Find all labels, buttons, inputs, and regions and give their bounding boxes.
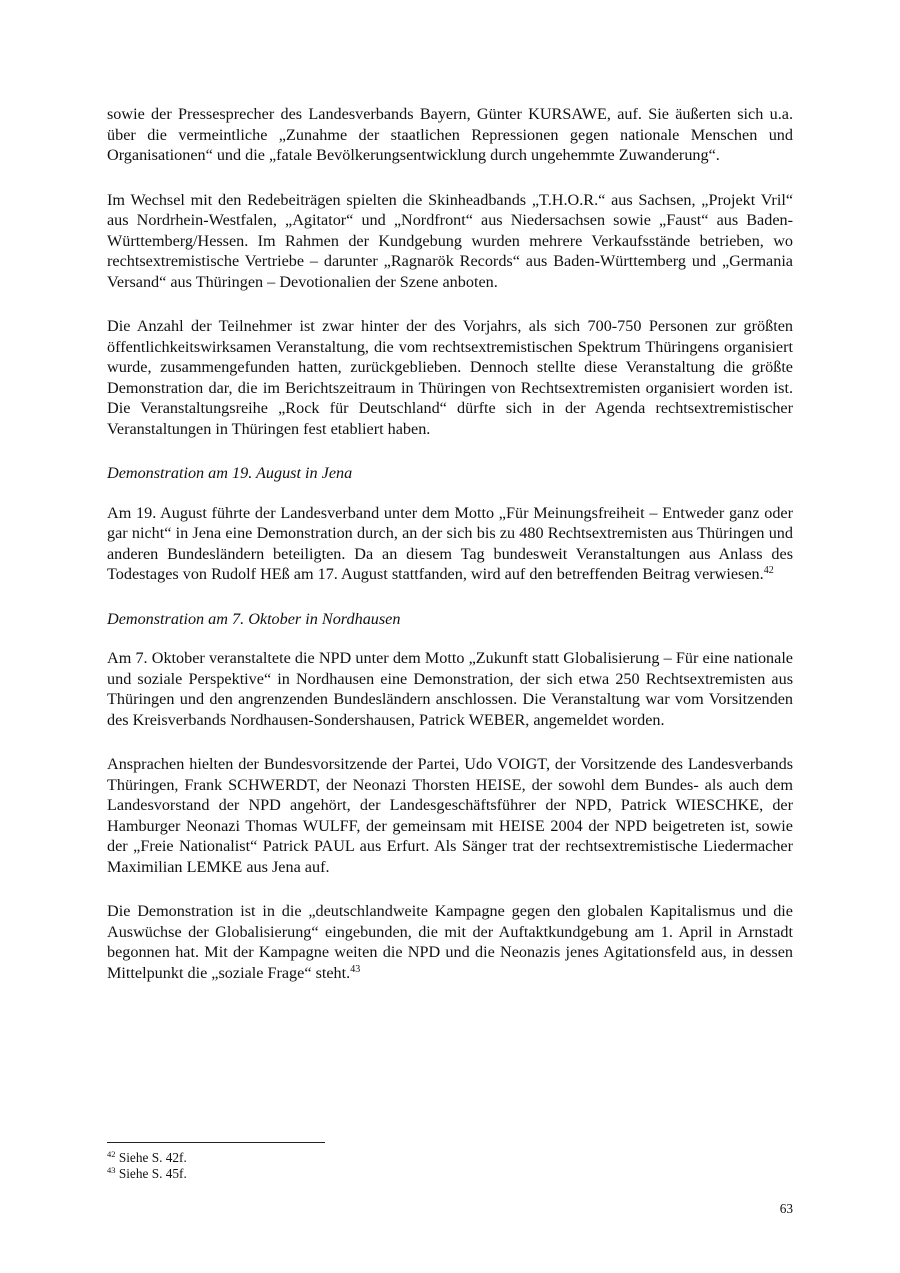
document-body	[107, 104, 793, 983]
paragraph-5-text: Am 7. Oktober veranstaltete die NPD unter dem Motto „Zukunft statt Globalisierung – Für eine nationale und soziale Perspektive“ in Nordhausen eine Demonstration, der sich etwa 250 Rechtsextremisten aus Thüringen und den angrenzenden Bundesländern anschlossen. Die Veranstaltung war vom Vorsitzenden des Kreisverbands Nordhausen-Sondershausen, Patrick WEBER, angemeldet worden.	[107, 649, 793, 729]
footnote-divider	[107, 1142, 325, 1143]
paragraph-4	[107, 503, 793, 585]
footnote-ref-43[interactable]: 43	[350, 963, 361, 975]
footnotes-section	[107, 1142, 793, 1182]
paragraph-3-text: Die Anzahl der Teilnehmer ist zwar hinter der des Vorjahrs, als sich 700-750 Personen zur größten öffentlichkeitswirksamen Veranstaltung, die vom rechtsextremistischen Spektrum Thüringens organisiert wurde, zusammengefunden hatten, zurückgeblieben. Dennoch stellte diese Veranstaltung die größte Demonstration dar, die im Berichtszeitraum in Thüringen von Rechtsextremisten organisiert worden ist. Die Veranstaltungsreihe „Rock für Deutschland“ dürfte sich in der Agenda rechtsextremistischer Veranstaltungen in Thüringen fest etabliert haben.	[107, 317, 793, 438]
paragraph-1-text: sowie der Pressesprecher des Landesverbands Bayern, Günter KURSAWE, auf. Sie äußerten sich u.a. über die vermeintliche „Zunahme der staatlichen Repressionen gegen nationale Menschen und Organisationen“ und die „fatale Bevölkerungsentwicklung durch ungehemmte Zuwanderung“.	[107, 105, 793, 164]
page-number: 63	[779, 1201, 793, 1216]
paragraph-2	[107, 190, 793, 293]
footnote-text: Siehe S. 45f.	[118, 1166, 187, 1181]
paragraph-7	[107, 901, 793, 983]
paragraph-7-text: Die Demonstration ist in die „deutschlandweite Kampagne gegen den globalen Kapitalismus und die Auswüchse der Globalisierung“ eingebunden, die mit der Auftaktkundgebung am 1. April in Arnstadt begonnen hat. Mit der Kampagne weiten die NPD und die Neonazis jenes Agitationsfeld aus, in dessen Mittelpunkt die „soziale Frage“ steht.	[107, 902, 793, 982]
footnote-42	[107, 1150, 793, 1166]
paragraph-6-text: Ansprachen hielten der Bundesvorsitzende der Partei, Udo VOIGT, der Vorsitzende des Landesverbands Thüringen, Frank SCHWERDT, der Neonazi Thorsten HEISE, der sowohl dem Bundes- als auch dem Landesvorstand der NPD angehört, der Landesgeschäftsführer der NPD, Patrick WIESCHKE, der Hamburger Neonazi Thomas WULFF, der gemeinsam mit HEISE 2004 der NPD beigetreten ist, sowie der „Freie Nationalist“ Patrick PAUL aus Erfurt. Als Sänger trat der rechtsextremistische Liedermacher Maximilian LEMKE aus Jena auf.	[107, 755, 793, 876]
footnote-43	[107, 1166, 793, 1182]
paragraph-3	[107, 316, 793, 439]
paragraph-2-text: Im Wechsel mit den Redebeiträgen spielten die Skinheadbands „T.H.O.R.“ aus Sachsen, „Projekt Vril“ aus Nordrhein-Westfalen, „Agitator“ und „Nordfront“ aus Niedersachsen sowie „Faust“ aus Baden-Württemberg/Hessen. Im Rahmen der Kundgebung wurden mehrere Verkaufsstände betrieben, wo rechtsextremistische Vertriebe – darunter „Ragnarök Records“ aus Baden-Württemberg und „Germania Versand“ aus Thüringen – Devotionalien der Szene anboten.	[107, 190, 793, 291]
footnote-text: Siehe S. 42f.	[118, 1150, 187, 1165]
paragraph-4-text: Am 19. August führte der Landesverband unter dem Motto „Für Meinungsfreiheit – Entweder ganz oder gar nicht“ in Jena eine Demonstration durch, an der sich bis zu 480 Rechtsextremisten aus Thüringen und anderen Bundesländern beteiligten. Da an diesem Tag bundesweit Veranstaltungen aus Anlass des Todestages von Rudolf HEß am 17. August stattfanden, wird auf den betreffenden Beitrag verwiesen.	[107, 503, 793, 583]
paragraph-1	[107, 104, 793, 166]
paragraph-6	[107, 754, 793, 877]
section-heading-jena: Demonstration am 19. August in Jena	[107, 464, 353, 482]
paragraph-5	[107, 648, 793, 730]
section-heading-nordhausen: Demonstration am 7. Oktober in Nordhausen	[107, 609, 401, 628]
footnote-number: 43	[107, 1165, 116, 1175]
footnote-ref-42[interactable]: 42	[763, 565, 774, 576]
footnote-number: 42	[107, 1149, 116, 1159]
